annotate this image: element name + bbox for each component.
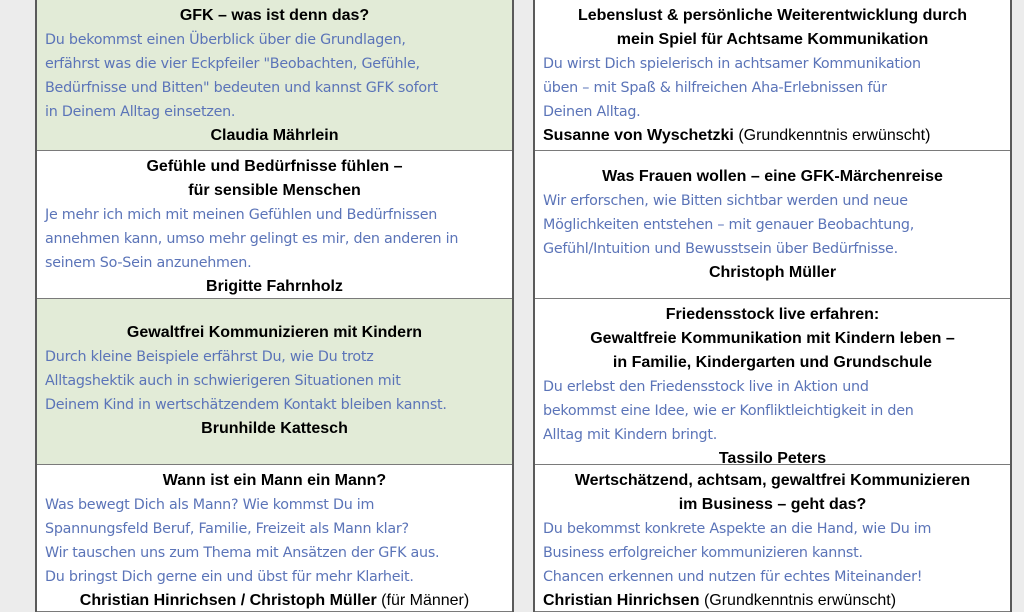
left-workshop-column	[35, 0, 514, 612]
workshop-author: Susanne von Wyschetzki	[543, 127, 734, 144]
workshop-cell	[37, 151, 512, 299]
workshop-author-note: (Grundkenntnis erwünscht)	[738, 127, 931, 144]
workshop-title: Gewaltfrei Kommunizieren mit Kindern	[126, 324, 423, 341]
workshop-author: Brigitte Fahrnholz	[206, 278, 343, 295]
workshop-author: Christian Hinrichsen / Christoph Müller	[79, 592, 377, 609]
workshop-description: Was bewegt Dich als Mann? Wie kommst Du im Spannungsfeld Beruf, Familie, Freizeit als Mann klar? Wir tauschen uns zum Thema mit Ansätzen der GFK aus. Du bringst Dich gerne ein und übst für mehr Klarheit.	[45, 497, 440, 585]
workshop-author: Brunhilde Kattesch	[201, 420, 348, 437]
workshop-author-note: (für Männer)	[381, 592, 470, 609]
workshop-cell	[535, 151, 1010, 299]
workshop-title: Lebenslust & persönliche Weiterentwicklung durch mein Spiel für Achtsame Kommunikation	[577, 7, 968, 48]
workshop-description: Du bekommst einen Überblick über die Grundlagen, erfährst was die vier Eckpfeiler "Beobachten, Gefühle, Bedürfnisse und Bitten" bedeuten und kannst GFK sofort in Deinem Alltag einsetzen.	[45, 32, 438, 120]
workshop-title: Friedensstock live erfahren: Gewaltfreie Kommunikation mit Kindern leben – in Familie, Kindergarten und Grundschule	[590, 306, 955, 371]
workshop-title: GFK – was ist denn das?	[179, 7, 370, 24]
workshop-author-line	[543, 589, 1002, 612]
workshop-title: Wann ist ein Mann ein Mann?	[162, 472, 387, 489]
workshop-author-line	[45, 275, 504, 299]
workshop-author-line	[45, 124, 504, 148]
workshop-author: Tassilo Peters	[718, 450, 827, 465]
workshop-description: Durch kleine Beispiele erfährst Du, wie Du trotz Alltagshektik auch in schwierigeren Situationen mit Deinem Kind in wertschätzendem Kontakt bleiben kannst.	[45, 349, 447, 413]
workshop-author: Christian Hinrichsen	[543, 592, 700, 609]
workshop-description: Je mehr ich mich mit meinen Gefühlen und Bedürfnissen annehmen kann, umso mehr gelingt es mir, den anderen in seinem So-Sein anzunehmen.	[45, 207, 459, 271]
workshop-title: Gefühle und Bedürfnisse fühlen – für sensible Menschen	[146, 158, 403, 199]
workshop-title: Wertschätzend, achtsam, gewaltfrei Kommunizieren im Business – geht das?	[574, 472, 971, 513]
workshop-author-line	[45, 417, 504, 441]
workshop-description: Du wirst Dich spielerisch in achtsamer Kommunikation üben – mit Spaß & hilfreichen Aha-Erlebnissen für Deinen Alltag.	[543, 56, 921, 120]
right-workshop-column	[533, 0, 1012, 612]
workshop-cell	[535, 299, 1010, 465]
workshop-description: Du bekommst konkrete Aspekte an die Hand, wie Du im Business erfolgreicher kommunizieren kannst. Chancen erkennen und nutzen für echtes Miteinander!	[543, 521, 932, 585]
workshop-description: Wir erforschen, wie Bitten sichtbar werden und neue Möglichkeiten entstehen – mit genauer Beobachtung, Gefühl/Intuition und Bewusstsein über Bedürfnisse.	[543, 193, 915, 257]
workshop-cell	[535, 0, 1010, 151]
workshop-cell	[535, 465, 1010, 612]
workshop-author-note: (Grundkenntnis erwünscht)	[703, 592, 897, 609]
workshop-cell	[37, 299, 512, 465]
workshop-author-line	[543, 447, 1002, 465]
workshop-author-line	[543, 261, 1002, 285]
workshop-cell	[37, 465, 512, 612]
workshop-cell	[37, 0, 512, 151]
workshop-author-line	[45, 589, 504, 612]
workshop-description: Du erlebst den Friedensstock live in Aktion und bekommst eine Idee, wie er Konfliktleichtigkeit in den Alltag mit Kindern bringt.	[543, 379, 914, 443]
workshop-title: Was Frauen wollen – eine GFK-Märchenreise	[602, 168, 943, 185]
workshop-author-line	[543, 124, 1002, 148]
workshop-author: Christoph Müller	[708, 264, 837, 281]
workshop-author: Claudia Mährlein	[210, 127, 339, 144]
